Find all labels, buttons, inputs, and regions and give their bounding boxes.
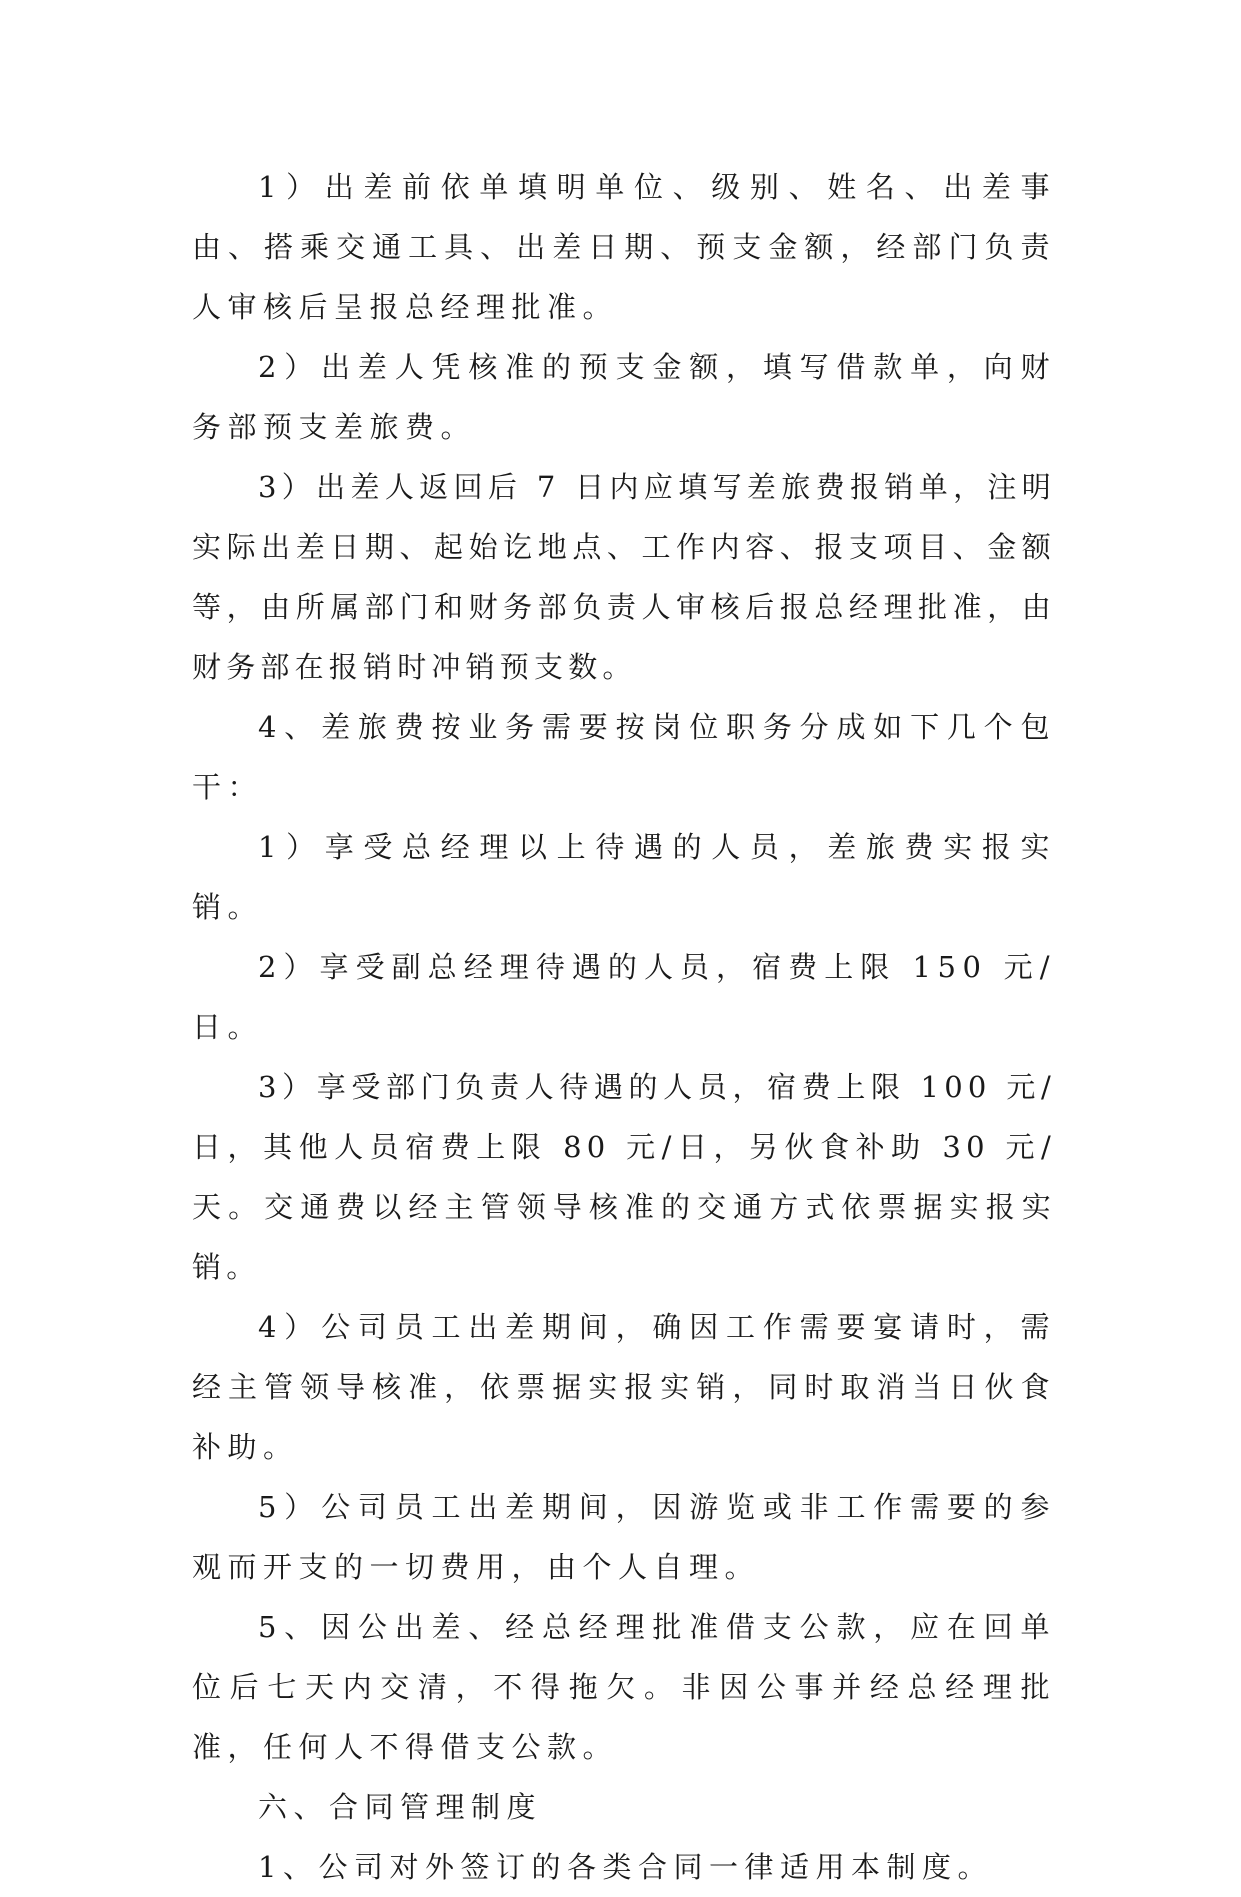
paragraph-personal-expenses: 5）公司员工出差期间，因游览或非工作需要的参观而开支的一切费用，由个人自理。 bbox=[192, 1490, 1056, 1584]
paragraph-dept-head-level: 3）享受部门负责人待遇的人员，宿费上限 100 元/日，其他人员宿费上限 80 元/日，另伙食补助 30 元/天。交通费以经主管领导核准的交通方式依票据实报实销。 bbox=[192, 1070, 1056, 1284]
paragraph-contract-scope: 1、公司对外签订的各类合同一律适用本制度。 bbox=[258, 1850, 993, 1884]
section-heading-contract-management: 六、合同管理制度 bbox=[258, 1790, 543, 1824]
paragraph-advance-loan: 2）出差人凭核准的预支金额，填写借款单，向财务部预支差旅费。 bbox=[192, 350, 1056, 444]
paragraph-travel-approval: 1）出差前依单填明单位、级别、姓名、出差事由、搭乘交通工具、出差日期、预支金额，经部门负责人审核后呈报总经理批准。 bbox=[192, 170, 1056, 324]
document-body bbox=[192, 157, 1056, 1897]
paragraph-loan-repayment: 5、因公出差、经总经理批准借支公款，应在回单位后七天内交清，不得拖欠。非因公事并经总经理批准，任何人不得借支公款。 bbox=[192, 1610, 1056, 1764]
paragraph-expense-report: 3）出差人返回后 7 日内应填写差旅费报销单，注明实际出差日期、起始讫地点、工作内容、报支项目、金额等，由所属部门和财务部负责人审核后报总经理批准，由财务部在报销时冲销预支数。 bbox=[192, 470, 1056, 684]
paragraph-entertainment: 4）公司员工出差期间，确因工作需要宴请时，需经主管领导核准，依票据实报实销，同时取消当日伙食补助。 bbox=[192, 1310, 1056, 1464]
paragraph-deputy-gm-level: 2）享受副总经理待遇的人员，宿费上限 150 元/日。 bbox=[192, 950, 1056, 1044]
paragraph-gm-level: 1）享受总经理以上待遇的人员，差旅费实报实销。 bbox=[192, 830, 1056, 924]
paragraph-allowance-heading: 4、差旅费按业务需要按岗位职务分成如下几个包干： bbox=[192, 710, 1056, 804]
